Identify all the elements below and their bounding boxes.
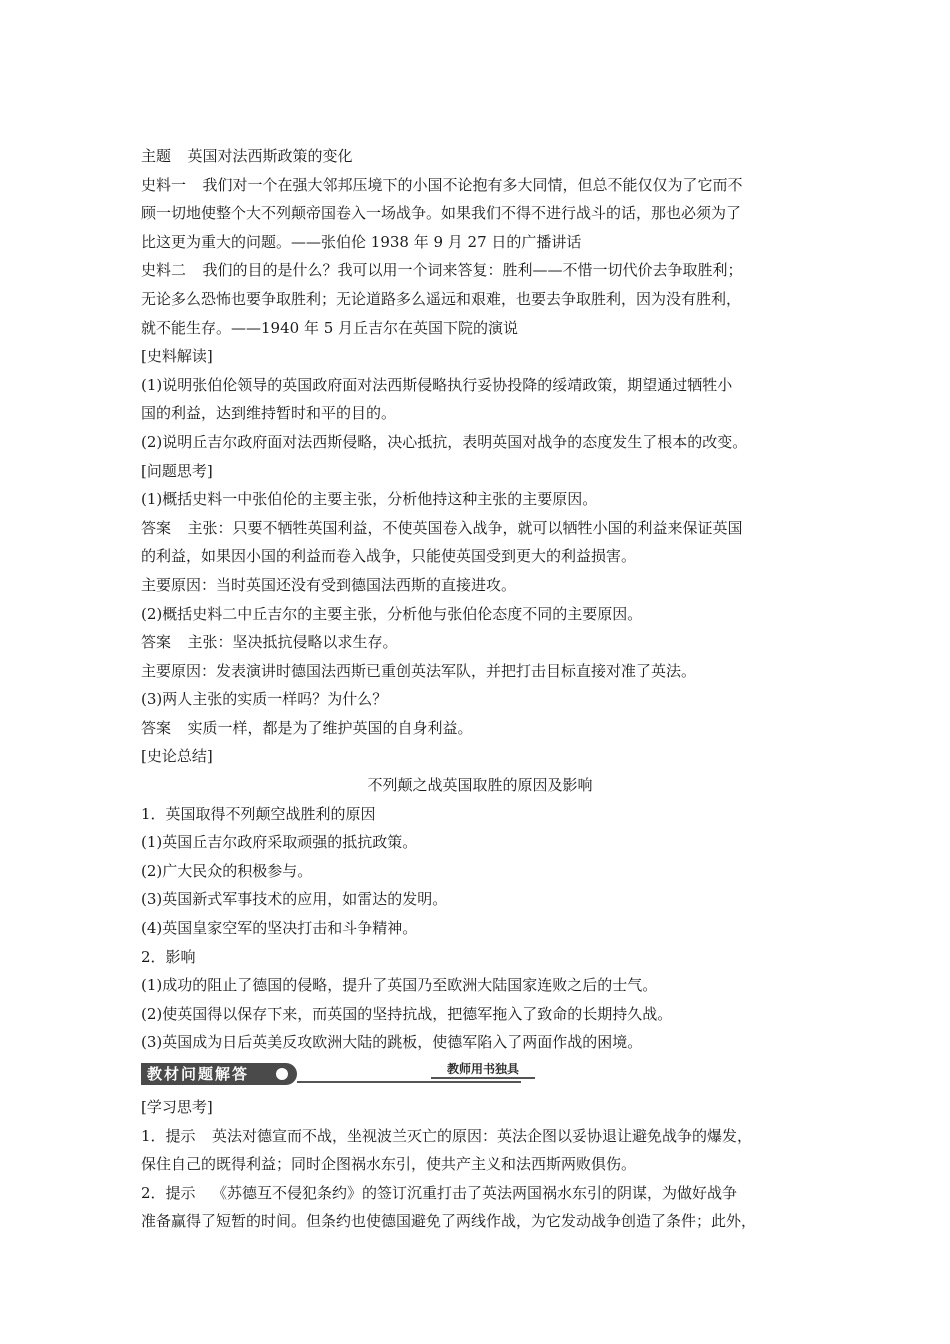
topic-line: [141, 142, 819, 171]
summary-section2-item: (3)英国成为日后英美反攻欧洲大陆的跳板，使德军陷入了两面作战的困境。: [141, 1033, 643, 1052]
topic-title: 英国对法西斯政策的变化: [187, 147, 353, 165]
answer-3-label: 答案: [141, 718, 172, 737]
summary-section1-item: (1)英国丘吉尔政府采取顽强的抵抗政策。: [141, 833, 418, 852]
interpretation-heading: [史料解读]: [141, 347, 213, 366]
answer-1-line-1: 答案 主张：只要不牺牲英国利益，不使英国卷入战争，就可以牺牲小国的利益来保证英国: [141, 518, 743, 537]
summary-section2-item: (1)成功的阻止了德国的侵略，提升了英国乃至欧洲大陆国家连败之后的士气。: [141, 976, 658, 995]
source1-label: 史料一: [141, 175, 187, 194]
document-page: [141, 142, 819, 1236]
source1-line-2: 顾一切地使整个大不列颠帝国卷入一场战争。如果我们不得不进行战斗的话，那也必须为了: [141, 204, 742, 223]
question-3: (3)两人主张的实质一样吗？为什么？: [141, 690, 388, 709]
answer-2: 答案 主张：坚决抵抗侵略以求生存。: [141, 633, 398, 652]
source2-line-1: 史料二 我们的目的是什么？我可以用一个词来答复：胜利——不惜一切代价去争取胜利；: [141, 261, 743, 280]
study-item-2-line-2: 准备赢得了短暂的时间。但条约也使德国避免了两线作战，为它发动战争创造了条件；此外，: [141, 1212, 757, 1231]
answer-2-reason: 主要原因：发表演讲时德国法西斯已重创英法军队，并把打击目标直接对准了英法。: [141, 661, 697, 680]
banner-dot-icon: [276, 1068, 288, 1080]
study-heading: [学习思考]: [141, 1098, 213, 1116]
source1-line-1: 史料一 我们对一个在强大邻邦压境下的小国不论抱有多大同情，但总不能仅仅为了它而不: [141, 175, 743, 194]
interpretation-line-3: (2)说明丘吉尔政府面对法西斯侵略，决心抵抗，表明英国对战争的态度发生了根本的改变。: [141, 432, 748, 451]
questions-heading: [问题思考]: [141, 461, 213, 480]
summary-section1-item: (3)英国新式军事技术的应用，如雷达的发明。: [141, 890, 448, 909]
summary-heading: [史论总结]: [141, 747, 213, 766]
summary-section2-title: 2．影响: [141, 947, 196, 966]
answer-1-label: 答案: [141, 518, 172, 537]
study-item-2-label: 2．提示: [141, 1183, 196, 1202]
question-1: (1)概括史料一中张伯伦的主要主张，分析他持这种主张的主要原因。: [141, 490, 598, 509]
summary-section1-title: 1．英国取得不列颠空战胜利的原因: [141, 804, 376, 823]
interpretation-line-2: 国的利益，达到维持暂时和平的目的。: [141, 404, 397, 423]
summary-title: 不列颠之战英国取胜的原因及影响: [367, 776, 593, 795]
study-item-2-line-1: 2．提示 《苏德互不侵犯条约》的签订沉重打击了英法两国祸水东引的阴谋，为做好战争: [141, 1183, 738, 1202]
topic-label: 主题: [141, 147, 172, 165]
answer-2-label: 答案: [141, 633, 172, 652]
banner-rule: [297, 1081, 521, 1083]
answer-1-reason: 主要原因：当时英国还没有受到德国法西斯的直接进攻。: [141, 575, 517, 594]
source2-line-2: 无论多么恐怖也要争取胜利；无论道路多么遥远和艰难，也要去争取胜利，因为没有胜利，: [141, 289, 742, 308]
banner-note: 教师用书独具: [431, 1061, 535, 1079]
answer-1-line-2: 的利益，如果因小国的利益而卷入战争，只能使英国受到更大的利益损害。: [141, 547, 637, 566]
source2-label: 史料二: [141, 261, 187, 280]
textbook-answers-banner: [141, 1061, 819, 1087]
interpretation-line-1: (1)说明张伯伦领导的英国政府面对法西斯侵略执行妥协投降的绥靖政策，期望通过牺牲小: [141, 375, 733, 394]
source2-line-3: 就不能生存。——1940 年 5 月丘吉尔在英国下院的演说: [141, 318, 519, 337]
study-item-1-line-1: 1．提示 英法对德宣而不战，坐视波兰灭亡的原因：英法企图以妥协退让避免战争的爆发，: [141, 1126, 753, 1145]
answer-3: 答案 实质一样，都是为了维护英国的自身利益。: [141, 718, 473, 737]
question-2: (2)概括史料二中丘吉尔的主要主张，分析他与张伯伦态度不同的主要原因。: [141, 604, 643, 623]
study-item-1-label: 1．提示: [141, 1126, 196, 1145]
source1-line-3: 比这更为重大的问题。——张伯伦 1938 年 9 月 27 日的广播讲话: [141, 232, 582, 251]
summary-section1-item: (4)英国皇家空军的坚决打击和斗争精神。: [141, 919, 418, 938]
banner-tag: 教材问题解答: [141, 1063, 297, 1085]
study-item-1-line-2: 保住自己的既得利益；同时企图祸水东引，使共产主义和法西斯两败俱伤。: [141, 1155, 637, 1174]
summary-section2-item: (2)使英国得以保存下来，而英国的坚持抗战，把德军拖入了致命的长期持久战。: [141, 1004, 673, 1023]
summary-section1-item: (2)广大民众的积极参与。: [141, 861, 313, 880]
